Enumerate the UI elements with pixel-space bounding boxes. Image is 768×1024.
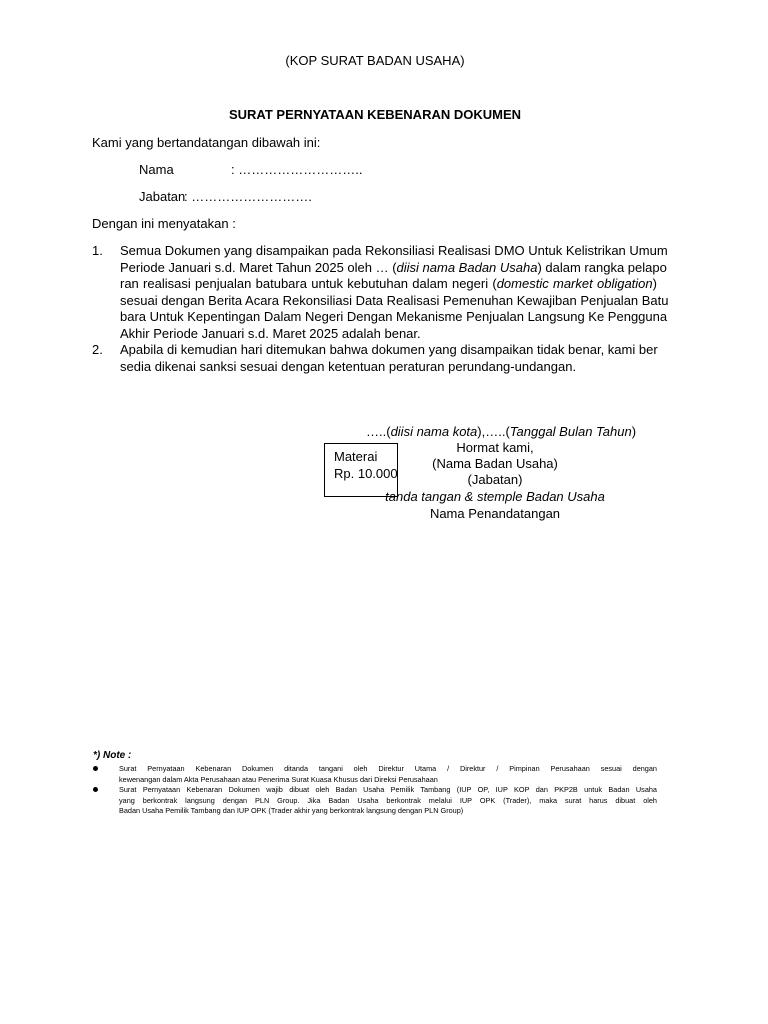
nama-label: Nama	[139, 162, 174, 177]
place-date-text: ),…..(	[477, 424, 510, 439]
item-1-line	[120, 276, 657, 293]
letterhead-placeholder: (KOP SURAT BADAN USAHA)	[285, 53, 465, 68]
jabatan-label: Jabatan	[139, 189, 186, 204]
item-1-line: Semua Dokumen yang disampaikan pada Rekonsiliasi Realisasi DMO Untuk Kelistrikan Umum	[120, 243, 668, 258]
company-name-placeholder: diisi nama Badan Usaha	[396, 259, 538, 275]
item-1-line	[120, 259, 667, 277]
place-date-text: )	[631, 424, 637, 439]
note-item-2-line: Badan Usaha Pemilik Tambang dan IUP OPK (Trader akhir yang berkontrak langsung dengan PLN Group)	[119, 806, 464, 815]
note-item-2-line: Surat Pernyataan Kebenaran Dokumen wajib dibuat oleh Badan Usaha Pemilik Tambang (IUP OP, IUP KOP dan PKP2B untuk Badan Usaha	[119, 785, 657, 794]
item-1-text: Periode Januari s.d. Maret Tahun 2025 oleh … (	[120, 259, 397, 275]
jabatan-value: : ……………………….	[184, 189, 312, 204]
position-field: (Jabatan)	[467, 472, 523, 487]
signature-stamp-note: tanda tangan & stemple Badan Usaha	[385, 489, 605, 504]
document-title: SURAT PERNYATAAN KEBENARAN DOKUMEN	[228, 107, 522, 122]
item-1-line: sesuai dengan Berita Acara Rekonsiliasi Data Realisasi Pemenuhan Kewajiban Penjualan Batu	[120, 292, 669, 308]
nama-value: : ………………………..	[231, 162, 363, 177]
note-item-1-line: Surat Pernyataan Kebenaran Dokumen ditanda tangani oleh Direktur Utama / Direktur / Pimpinan Perusahaan sesuai dengan	[119, 764, 657, 773]
item-2-line: sedia dikenai sanksi sesuai dengan ketentuan peraturan perundang-undangan.	[120, 358, 577, 374]
item-2-line: Apabila di kemudian hari ditemukan bahwa dokumen yang disampaikan tidak benar, kami ber	[120, 342, 658, 357]
note-item-1-line: kewenangan dalam Akta Perusahaan atau Penerima Surat Kuasa Khusus dari Direksi Perusahaan	[119, 774, 438, 784]
item-number: 2.	[92, 342, 103, 357]
item-1-text: )	[652, 276, 657, 291]
bullet-icon	[93, 766, 98, 771]
intro-text: Kami yang bertandatangan dibawah ini:	[92, 135, 321, 150]
item-1-text: ) dalam rangka pelapo	[537, 259, 667, 275]
signatory-name: Nama Penandatangan	[429, 506, 561, 521]
date-placeholder: Tanggal Bulan Tahun	[509, 424, 632, 439]
statement-intro: Dengan ini menyatakan :	[92, 216, 236, 231]
materai-amount: Rp. 10.000	[334, 466, 398, 481]
materai-label: Materai	[334, 449, 378, 464]
item-number: 1.	[92, 243, 103, 258]
place-date-line	[366, 424, 636, 441]
item-1-line: Akhir Periode Januari s.d. Maret 2025 adalah benar.	[120, 325, 421, 341]
dmo-term: domestic market obligation	[496, 276, 653, 291]
item-1-text: ran realisasi penjualan batubara untuk kebutuhan dalam negeri (	[120, 276, 497, 291]
closing-greeting: Hormat kami,	[456, 440, 534, 455]
note-title: *) Note :	[93, 750, 132, 761]
note-item-2-line: yang berkontrak langsung dengan PLN Group. Jika Badan Usaha berkontrak melalui IUP OPK (Trader), maka surat harus dibuat oleh	[119, 795, 657, 805]
company-name-field: (Nama Badan Usaha)	[432, 456, 558, 471]
item-1-line: bara Untuk Kepentingan Dalam Negeri Dengan Mekanisme Penjualan Langsung Ke Pengguna	[120, 309, 668, 324]
stamp-duty-box	[324, 443, 398, 497]
city-placeholder: diisi nama kota	[390, 424, 478, 439]
bullet-icon	[93, 787, 98, 792]
place-date-text: …..(	[366, 424, 391, 439]
